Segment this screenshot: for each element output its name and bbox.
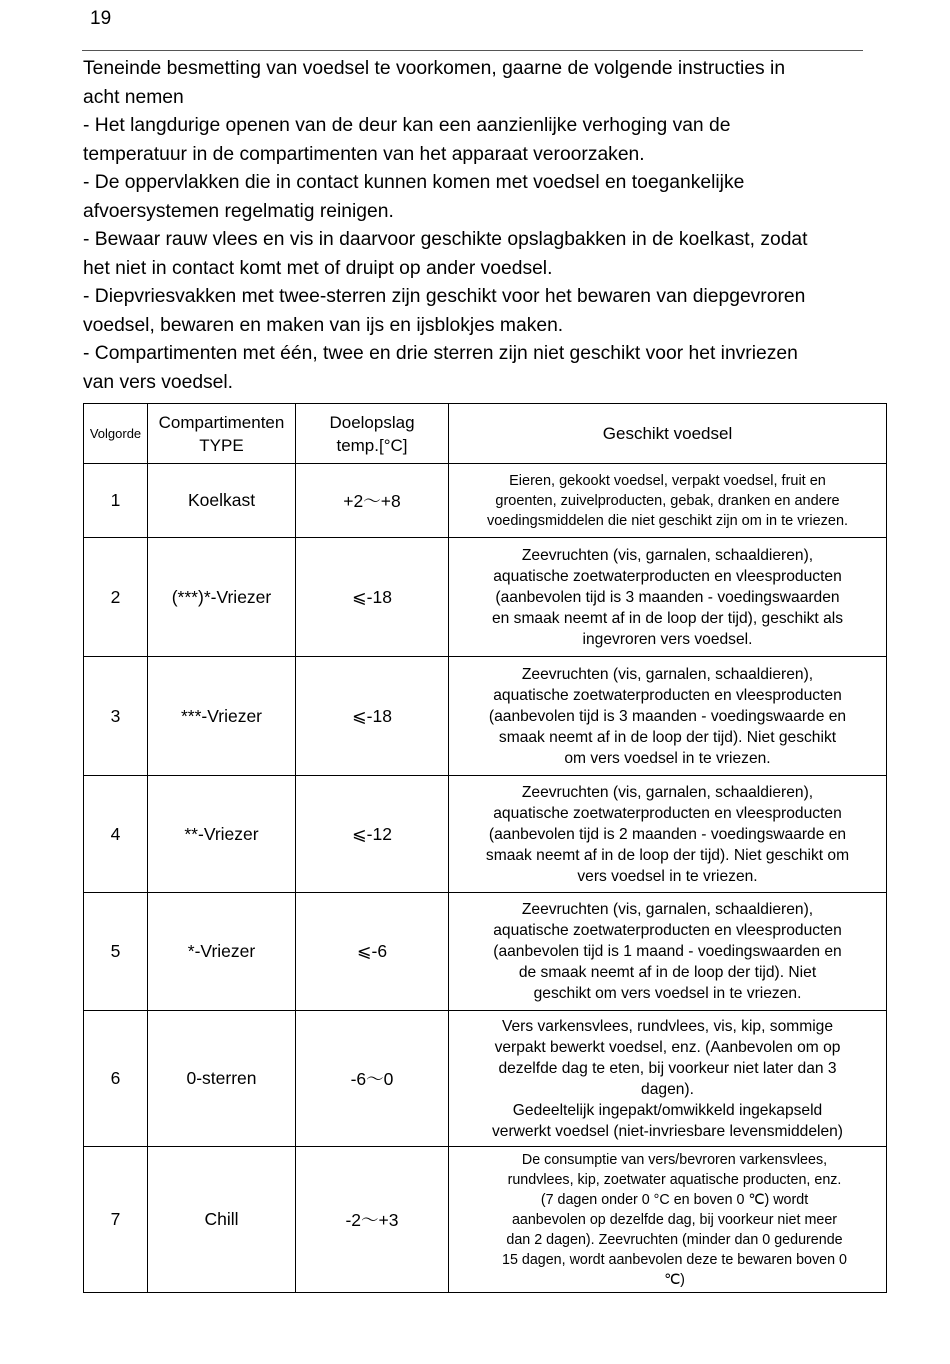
- intro-line: - Bewaar rauw vlees en vis in daarvoor geschikte opslagbakken in de koelkast, zodat: [83, 229, 808, 250]
- intro-line: - De oppervlakken die in contact kunnen komen met voedsel en toegankelijke: [83, 172, 745, 193]
- food-line: aquatische zoetwaterproducten en vleesproducten: [493, 686, 842, 704]
- food-line: aanbevolen op dezelfde dag, bij voorkeur niet meer: [511, 1211, 838, 1228]
- food-line: en smaak neemt af in de loop der tijd), geschikt als: [491, 609, 844, 627]
- table-row: [84, 893, 887, 1011]
- header-order: Volgorde: [84, 404, 148, 464]
- intro-line: - Het langdurige openen van de deur kan een aanzienlijke verhoging van de: [83, 115, 731, 136]
- cell-target-temp: ⩽-12: [296, 776, 449, 893]
- food-line: (aanbevolen tijd is 3 maanden - voedingswaarde en: [488, 707, 847, 725]
- cell-suitable-food: [449, 464, 887, 538]
- cell-target-temp: -6～0: [296, 1011, 449, 1147]
- food-line: voedingsmiddelen die niet geschikt zijn om in te vriezen.: [486, 512, 849, 529]
- cell-target-temp: ⩽-18: [296, 657, 449, 776]
- cell-suitable-food: [449, 657, 887, 776]
- header-type-line1: Compartimenten: [158, 412, 285, 432]
- intro-line: van vers voedsel.: [83, 371, 234, 393]
- food-line: geschikt om vers voedsel in te vriezen.: [533, 985, 802, 1002]
- food-line: verpakt bewerkt voedsel, enz. (Aanbevolen om op: [494, 1038, 841, 1056]
- cell-suitable-food: [449, 1011, 887, 1147]
- header-temp-line2: temp.[°C]: [336, 435, 408, 455]
- food-line: dezelfde dag te eten, bij voorkeur niet later dan 3: [498, 1059, 837, 1077]
- intro-paragraph: [83, 55, 883, 112]
- food-line: smaak neemt af in de loop der tijd). Niet geschikt: [498, 728, 837, 746]
- header-rule: [82, 50, 863, 51]
- food-line: ingevroren vers voedsel.: [582, 630, 753, 648]
- food-line: groenten, zuivelproducten, gebak, dranken en andere: [495, 492, 840, 509]
- header-target-temp: [296, 404, 449, 464]
- cell-order: 3: [84, 657, 148, 776]
- intro-line: het niet in contact komt met of druipt op ander voedsel.: [83, 257, 553, 279]
- intro-line: - Diepvriesvakken met twee-sterren zijn geschikt voor het bewaren van diepgevroren: [83, 286, 806, 307]
- cell-target-temp: ⩽-18: [296, 538, 449, 657]
- food-line: De consumptie van vers/bevroren varkensvlees,: [521, 1151, 828, 1168]
- cell-order: 6: [84, 1011, 148, 1147]
- cell-compartment-type: Koelkast: [148, 464, 296, 538]
- food-line: Zeevruchten (vis, garnalen, schaaldieren),: [521, 783, 814, 801]
- cell-compartment-type: *-Vriezer: [148, 893, 296, 1011]
- food-line: (aanbevolen tijd is 2 maanden - voedingswaarde en: [488, 825, 847, 843]
- intro-line: - Compartimenten met één, twee en drie sterren zijn niet geschikt voor het invriezen: [83, 343, 798, 364]
- page-number: 19: [90, 8, 112, 29]
- intro-paragraph: [83, 340, 883, 397]
- intro-line: Teneinde besmetting van voedsel te voorkomen, gaarne de volgende instructies in: [83, 58, 786, 79]
- food-line: verwerkt voedsel (niet-invriesbare levensmiddelen): [491, 1122, 843, 1140]
- cell-suitable-food: [449, 1147, 887, 1293]
- food-line: smaak neemt af in de loop der tijd). Niet geschikt om: [485, 846, 850, 864]
- table-row: [84, 464, 887, 538]
- food-line: ℃): [664, 1271, 685, 1288]
- food-line: aquatische zoetwaterproducten en vleesproducten: [493, 804, 842, 822]
- storage-table: [83, 403, 887, 1293]
- cell-suitable-food: [449, 893, 887, 1011]
- header-compartment-type: [148, 404, 296, 464]
- cell-suitable-food: [449, 776, 887, 893]
- food-line: dagen).: [641, 1080, 694, 1098]
- cell-order: 2: [84, 538, 148, 657]
- food-line: aquatische zoetwaterproducten en vleesproducten: [493, 567, 842, 585]
- table-body: [84, 464, 887, 1293]
- intro-line: voedsel, bewaren en maken van ijs en ijsblokjes maken.: [83, 314, 564, 336]
- intro-paragraph: [83, 112, 883, 169]
- cell-suitable-food: [449, 538, 887, 657]
- intro-line: acht nemen: [83, 86, 184, 108]
- food-line: (aanbevolen tijd is 1 maand - voedingswaarden en: [493, 943, 842, 960]
- cell-order: 1: [84, 464, 148, 538]
- food-line: Eieren, gekookt voedsel, verpakt voedsel, fruit en: [509, 472, 826, 489]
- food-line: Zeevruchten (vis, garnalen, schaaldieren),: [521, 546, 814, 564]
- cell-order: 7: [84, 1147, 148, 1293]
- header-suitable-food: Geschikt voedsel: [449, 404, 887, 464]
- food-line: Zeevruchten (vis, garnalen, schaaldieren),: [521, 901, 814, 918]
- intro-line: afvoersystemen regelmatig reinigen.: [83, 200, 394, 222]
- table-row: [84, 538, 887, 657]
- table-header-row: [84, 404, 887, 464]
- table-row: [84, 776, 887, 893]
- cell-target-temp: +2～+8: [296, 464, 449, 538]
- cell-target-temp: -2～+3: [296, 1147, 449, 1293]
- table-row: [84, 1011, 887, 1147]
- cell-order: 4: [84, 776, 148, 893]
- cell-compartment-type: Chill: [148, 1147, 296, 1293]
- intro-paragraph: [83, 283, 883, 340]
- food-line: Vers varkensvlees, rundvlees, vis, kip, sommige: [501, 1017, 834, 1035]
- food-line: de smaak neemt af in de loop der tijd). Niet: [518, 964, 817, 981]
- food-line: Gedeeltelijk ingepakt/omwikkeld ingekapseld: [512, 1101, 823, 1119]
- food-line: om vers voedsel in te vriezen.: [564, 749, 771, 767]
- intro-paragraph: [83, 226, 883, 283]
- food-line: (7 dagen onder 0 °C en boven 0 ℃) wordt: [540, 1191, 809, 1208]
- cell-compartment-type: 0-sterren: [148, 1011, 296, 1147]
- intro-instructions: [83, 55, 883, 397]
- header-temp-line1: Doelopslag: [329, 412, 415, 432]
- food-line: (aanbevolen tijd is 3 maanden - voedingswaarden: [495, 588, 840, 606]
- table-row: [84, 657, 887, 776]
- food-line: aquatische zoetwaterproducten en vleesproducten: [493, 922, 842, 939]
- cell-target-temp: ⩽-6: [296, 893, 449, 1011]
- food-line: dan 2 dagen). Zeevruchten (minder dan 0 gedurende: [506, 1231, 843, 1248]
- cell-compartment-type: (***)*-Vriezer: [148, 538, 296, 657]
- intro-line: temperatuur in de compartimenten van het apparaat veroorzaken.: [83, 143, 645, 165]
- food-line: rundvlees, kip, zoetwater aquatische producten, enz.: [507, 1171, 842, 1188]
- food-line: 15 dagen, wordt aanbevolen deze te bewaren boven 0: [502, 1251, 847, 1268]
- table-row: [84, 1147, 887, 1293]
- food-line: Zeevruchten (vis, garnalen, schaaldieren),: [521, 665, 814, 683]
- cell-compartment-type: **-Vriezer: [148, 776, 296, 893]
- cell-compartment-type: ***-Vriezer: [148, 657, 296, 776]
- food-line: vers voedsel in te vriezen.: [577, 867, 758, 885]
- header-type-line2: TYPE: [199, 435, 244, 455]
- intro-paragraph: [83, 169, 883, 226]
- cell-order: 5: [84, 893, 148, 1011]
